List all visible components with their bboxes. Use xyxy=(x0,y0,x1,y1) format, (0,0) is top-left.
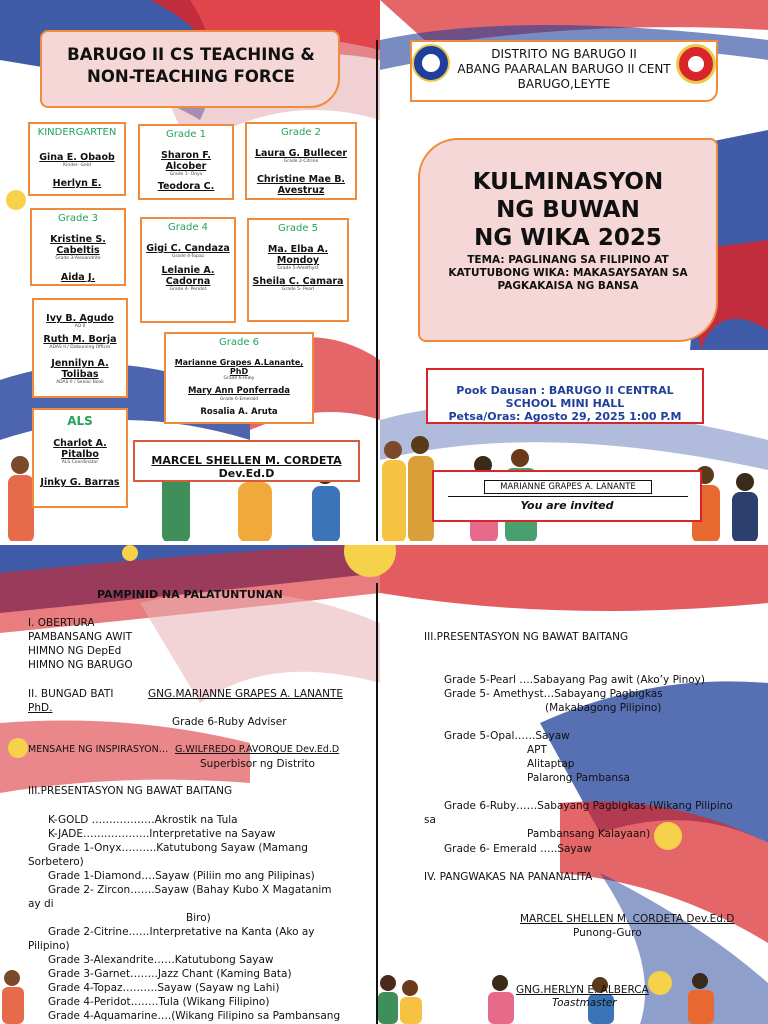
grade4-box xyxy=(140,217,236,323)
deped-seal xyxy=(412,44,450,82)
page-gap xyxy=(0,541,768,545)
program-line: sa xyxy=(424,814,436,826)
teacher-name: Jinky G. Barras xyxy=(40,477,120,488)
school-address: BARUGO,LEYTE xyxy=(517,77,611,91)
program-line: Punong-Guro xyxy=(573,927,642,939)
force-title xyxy=(46,44,336,88)
teacher-name: Sharon F. Alcober xyxy=(160,150,211,172)
invitee-name: MARIANNE GRAPES A. LANANTE xyxy=(484,480,652,494)
als-box xyxy=(32,408,128,508)
teacher-section: Grade 5-Amethyst xyxy=(277,266,319,271)
teacher-position: ALS Coordinator xyxy=(61,460,99,465)
mensahe-label: MENSAHE NG INSPIRASYON… xyxy=(28,744,169,755)
event-title-line2: NG BUWAN xyxy=(496,197,640,223)
program-line: Grade 6-Ruby Adviser xyxy=(172,716,287,728)
teacher-section: Grade 4-Topaz xyxy=(172,254,204,259)
fold-line xyxy=(376,583,378,1024)
grade3-box xyxy=(30,208,126,286)
teacher-name: Gigi C. Candaza xyxy=(146,243,230,254)
program-line: III.PRESENTASYON NG BAWAT BAITANG xyxy=(424,631,629,643)
program-line: Grade 3-Alexandrite……Katutubong Sayaw xyxy=(48,954,274,966)
teacher-name: Gina E. Obaob xyxy=(39,152,115,163)
program-line: Grade 4-Peridot……..Tula (Wikang Filipino) xyxy=(48,996,270,1008)
teacher-name: Kristine S. Cabeltis xyxy=(50,234,106,256)
program-line: Alitaptap xyxy=(527,758,575,770)
program-line: Grade 5- Amethyst…Sabayang Pagbigkas xyxy=(444,688,663,700)
program-line: Grade 1-Onyx……….Katutubong Sayaw (Mamang xyxy=(48,842,308,854)
teacher-section: Grade 3-Alexandrite xyxy=(55,256,101,261)
program-line: Grade 5-Pearl ….Sabayang Pag awit (Ako’y Pinoy) xyxy=(444,674,705,686)
principal-degree: Dev.Ed.D xyxy=(218,467,275,480)
teacher-section: Kinder- Gold xyxy=(63,163,91,168)
teacher-name: Rosalia A. Aruta xyxy=(200,407,278,417)
grade6-box xyxy=(164,332,314,424)
program-line: PAMBANSANG AWIT xyxy=(28,631,133,643)
program-line: Grade 6- Emerald …..Sayaw xyxy=(444,843,592,855)
school-seal xyxy=(676,44,716,84)
grade5-box xyxy=(247,218,349,322)
program-line: III.PRESENTASYON NG BAWAT BAITANG xyxy=(28,785,233,797)
event-title xyxy=(420,168,716,293)
event-title-line3: NG WIKA 2025 xyxy=(474,225,662,251)
grade4-label: Grade 4 xyxy=(167,222,209,233)
program-line: (Makabagong Pilipino) xyxy=(545,702,662,714)
teacher-name: Aida J. xyxy=(60,272,96,283)
school-name: ABANG PAARALAN BARUGO II CENT xyxy=(457,62,671,76)
teacher-name: Sheila C. Camara xyxy=(252,276,344,287)
venue-box xyxy=(426,368,704,424)
greeter-name: GNG.MARIANNE GRAPES A. LANANTE xyxy=(148,688,344,700)
teacher-section: Grade 4- Peridot xyxy=(169,287,207,292)
teacher-section: Grade 2-Citrine xyxy=(283,159,319,164)
grade2-box xyxy=(245,122,357,200)
kindergarten-label: KINDERGARTEN xyxy=(37,127,117,138)
program-line: ay di xyxy=(28,898,54,910)
invite-text: You are invited xyxy=(520,499,614,512)
staff-position: ADAS II / Senior Book xyxy=(56,380,104,385)
event-title-line1: KULMINASYON xyxy=(472,169,664,195)
program-line: Palarong Pambansa xyxy=(527,772,630,784)
mensahe-speaker: G.WILFREDO P.AVORQUE Dev.Ed.D xyxy=(175,744,340,755)
principal-name: MARCEL SHELLEN M. CORDETA xyxy=(151,454,342,467)
staff-name: Ruth M. Borja xyxy=(43,334,117,345)
als-label: ALS xyxy=(67,414,93,428)
program-line: K-GOLD ………………Akrostik na Tula xyxy=(48,814,238,826)
program-line: Pilipino) xyxy=(28,940,70,952)
staff-position: AO II xyxy=(74,324,86,329)
program-line: Grade 1-Diamond….Sayaw (Piliin mo ang Pilipinas) xyxy=(48,870,315,882)
teacher-section: Grade 5- Pearl xyxy=(281,287,315,292)
program-line: Pambansang Kalayaan) xyxy=(527,828,651,840)
teacher-name: Mary Ann Ponferrada xyxy=(187,386,291,396)
program-line: Grade 4-Aquamarine….(Wikang Filipino sa Pambansang xyxy=(48,1010,341,1022)
grade6-label: Grade 6 xyxy=(218,337,260,348)
district-text xyxy=(454,47,674,92)
kindergarten-box xyxy=(28,122,126,196)
program-line: MARCEL SHELLEN M. CORDETA Dev.Ed.D xyxy=(520,913,735,925)
program-line: HIMNO NG DepEd xyxy=(28,645,122,657)
teacher-section: Grade 1- Onyx xyxy=(169,172,203,177)
teacher-name: Ma. Elba A. Mondoy xyxy=(267,244,329,266)
grade1-label: Grade 1 xyxy=(165,129,207,140)
principal-box xyxy=(133,440,360,482)
invitation-box xyxy=(432,470,702,522)
program-line: I. OBERTURA xyxy=(28,617,95,629)
program-line: Grade 6-Ruby……Sabayang Pagbigkas (Wikang Pilipino xyxy=(444,800,733,812)
program-line: K-JADE……………….Interpretative na Sayaw xyxy=(48,828,276,840)
event-theme: KATUTUBONG WIKA: MAKASAYSAYAN SA xyxy=(448,267,688,279)
grade3-label: Grade 3 xyxy=(57,213,99,224)
venue-location: Pook Dausan : BARUGO II CENTRAL xyxy=(456,384,674,397)
program-line: Grade 3-Garnet……..Jazz Chant (Kaming Bata) xyxy=(48,968,292,980)
program-line: II. BUNGAD BATI xyxy=(28,688,114,700)
program-line: Grade 2-Citrine……Interpretative na Kanta (Ako ay xyxy=(48,926,315,938)
teacher-name: Marianne Grapes A.Lanante, PhD xyxy=(174,358,304,376)
fold-line xyxy=(376,40,378,543)
grade5-label: Grade 5 xyxy=(277,223,319,234)
program-line: IV. PANGWAKAS NA PANANALITA xyxy=(424,871,593,883)
program-line: HIMNO NG BARUGO xyxy=(28,659,133,671)
venue-datetime: Petsa/Oras: Agosto 29, 2025 1:00 P.M xyxy=(448,410,682,423)
program-line: Toastmaster xyxy=(552,997,617,1009)
program-heading: PAMPINID NA PALATUNTUNAN xyxy=(97,588,283,601)
teacher-name: Teodora C. xyxy=(157,181,215,192)
teacher-name: Lelanie A. Cadorna xyxy=(161,265,215,287)
staff-name: Ivy B. Agudo xyxy=(46,313,114,324)
teacher-name: Herlyn E. xyxy=(52,178,102,189)
teacher-name: Christine Mae B. Avestruz xyxy=(256,174,346,196)
program-line: Superbisor ng Distrito xyxy=(200,758,315,770)
name-line xyxy=(448,496,688,497)
staff-name: Jennilyn A. Tolibas xyxy=(51,358,109,380)
venue-hall: SCHOOL MINI HALL xyxy=(505,397,625,410)
event-theme: TEMA: PAGLINANG SA FILIPINO AT xyxy=(467,254,669,266)
grade1-box xyxy=(138,124,234,200)
program-line: GNG.HERLYN E. ALBERCA xyxy=(516,984,649,996)
teacher-name: Laura G. Bullecer xyxy=(254,148,348,159)
teacher-name: Charlot A. Pitalbo xyxy=(53,438,107,460)
grade2-label: Grade 2 xyxy=(280,127,322,138)
force-title-line2: NON-TEACHING FORCE xyxy=(87,67,295,86)
program-line: Grade 2- Zircon…….Sayaw (Bahay Kubo X Magatanim xyxy=(48,884,332,896)
program-line: APT xyxy=(527,744,547,756)
teacher-section: Grade 6-Ruby xyxy=(223,376,255,381)
district-name: DISTRITO NG BARUGO II xyxy=(491,47,637,61)
staff-position: ADAS II / Disbursing Officer xyxy=(49,345,111,350)
program-line: Sorbetero) xyxy=(28,856,84,868)
force-title-line1: BARUGO II CS TEACHING & xyxy=(67,45,315,64)
program-line: PhD. xyxy=(28,702,53,714)
staff-box xyxy=(32,298,128,398)
event-theme: PAGKAKAISA NG BANSA xyxy=(497,280,639,292)
program-line: Grade 4-Topaz……….Sayaw (Sayaw ng Lahi) xyxy=(48,982,280,994)
program-line: Grade 5-Opal……Sayaw xyxy=(444,730,570,742)
teacher-section: Grade 6-Emerald xyxy=(219,397,259,402)
program-line: Biro) xyxy=(186,912,211,924)
